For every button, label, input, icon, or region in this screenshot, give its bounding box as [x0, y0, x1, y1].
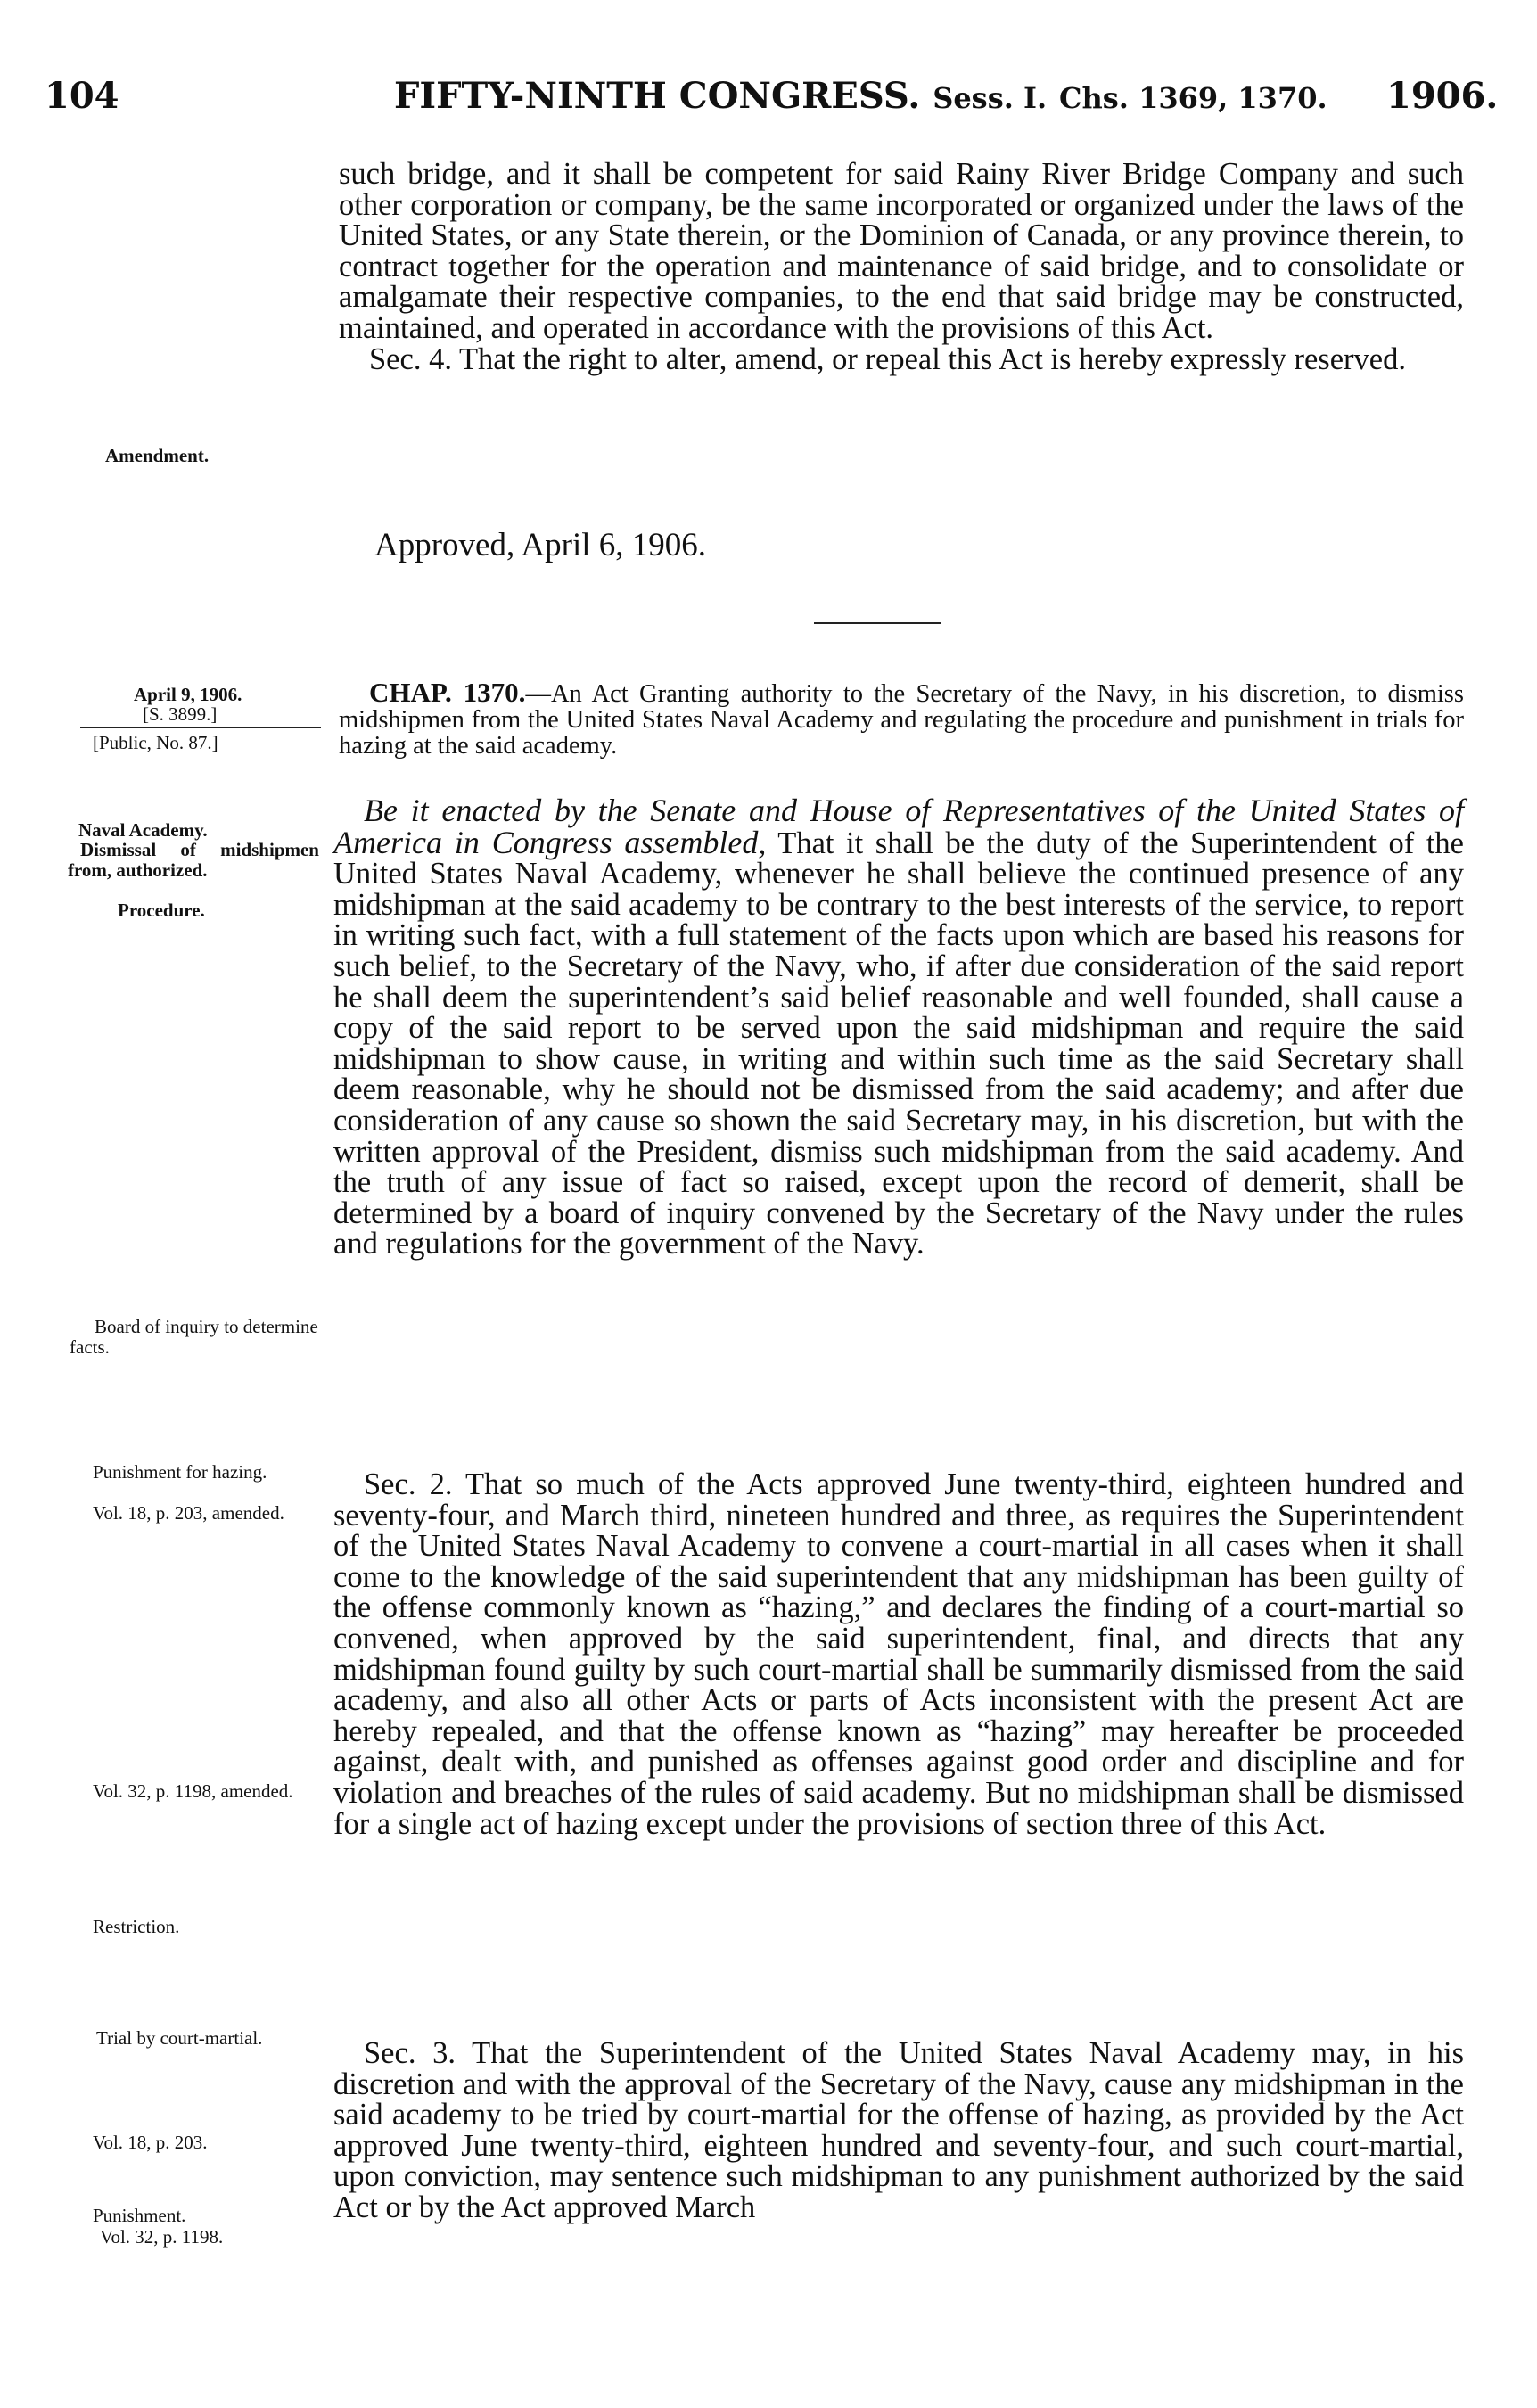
- section-3-paragraph: Sec. 3. That the Superintendent of the United States Naval Academy may, in his discretion and with the approval of the Secretary of the Navy, cause any midshipman in the said academy to be tried by court-martial for the offense of hazing, as provided by the Act approved June twenty-third, eighteen hundred and seventy-four, and such court-martial, upon conviction, may sentence such midshipman to any punishment authorized by the said Act or by the Act approved March: [333, 2036, 1464, 2224]
- margin-note-bill: [S. 3899.]: [143, 703, 218, 725]
- margin-rule: [80, 727, 321, 728]
- chapter-heading: [339, 679, 1464, 759]
- margin-note-punishment: Punishment.: [93, 2205, 186, 2226]
- margin-note-punishment-hazing: Punishment for hazing.: [93, 1461, 267, 1483]
- margin-note-vol18: Vol. 18, p. 203.: [93, 2132, 208, 2153]
- margin-note-date: April 9, 1906.: [134, 684, 242, 705]
- approved-date: Approved, April 6, 1906.: [374, 527, 707, 563]
- margin-note-naval-academy: Naval Academy.: [78, 819, 208, 841]
- section-4-paragraph: Sec. 4. That the right to alter, amend, or repeal this Act is hereby expressly reserved.: [369, 341, 1406, 376]
- running-head-title: FIFTY-NINTH CONGRESS.: [394, 75, 921, 117]
- section-1-paragraph: [333, 795, 1464, 1260]
- act-separator-rule: [814, 622, 941, 624]
- margin-note-procedure: Procedure.: [118, 900, 205, 921]
- margin-note-vol18-amended: Vol. 18, p. 203, amended.: [93, 1502, 284, 1524]
- chapter-label: CHAP. 1370.: [369, 677, 526, 708]
- previous-act-continuation: [339, 159, 1464, 374]
- margin-note-restriction: Restriction.: [93, 1916, 180, 1937]
- running-head: [394, 75, 1327, 117]
- header-year: 1906.: [1386, 75, 1499, 117]
- margin-note-dismissal: Dismissal of midshipmen from, authorized.: [68, 839, 319, 881]
- section-1-text: That it shall be the duty of the Superintendent of the United States Naval Academy, whenever he shall believe the continued presence of any midshipman at the said academy to be contrary to the best interests of the service, to report in writing such fact, with a full statement of the facts upon which are based his reasons for such belief, to the Secretary of the Navy, who, if after due consideration of the said report he shall deem the superintendent’s said belief reasonable and well founded, shall cause a copy of the said report to be served upon the said midshipman and require the said midshipman to show cause, in writing and within such time as the said Secretary shall deem reasonable, why he should not be dismissed from the said academy; and after due consideration of any cause so shown the said Secretary may, in his discretion, but with the written approval of the President, dismiss such midshipman from the said academy. And the truth of any issue of fact so raised, except upon the record of demerit, shall be determined by a board of inquiry convened by the Secretary of the Navy under the rules and regulations for the government of the Navy.: [333, 826, 1464, 1262]
- session-label: Sess. I.: [933, 81, 1048, 115]
- page-header: [45, 75, 1499, 128]
- section-2-paragraph: Sec. 2. That so much of the Acts approved June twenty-third, eighteen hundred and seventy-four, and March third, nineteen hundred and three, as requires the Superintendent of the United States Naval Academy to convene a court-martial in all cases when it shall come to the knowledge of the said superintendent that any midshipman has been guilty of the offense commonly known as “hazing,” and declares the finding of a court-martial so convened, when approved by the said superintendent, final, and directs that any midshipman found guilty by such court-martial shall be summarily dismissed from the said academy, and also all other Acts or parts of Acts inconsistent with the present Act are hereby repealed, and that the offense known as “hazing” may hereafter be proceeded against, dealt with, and punished as offenses against good order and discipline and for violation and breaches of the rules of said academy. But no midshipman shall be dismissed for a single act of hazing except under the provisions of section three of this Act.: [333, 1467, 1464, 1841]
- section-1-block: [333, 795, 1464, 1260]
- margin-note-public: [Public, No. 87.]: [93, 732, 218, 753]
- margin-note-board: Board of inquiry to determine facts.: [70, 1316, 318, 1358]
- margin-note-vol32-amended: Vol. 32, p. 1198, amended.: [93, 1780, 293, 1802]
- margin-note-trial: Trial by court-martial.: [96, 2027, 263, 2049]
- enacting-clause: Be it enacted by the Senate and House of Representatives of the United States of America in Congress assembled,: [333, 793, 1464, 860]
- section-3-block: [333, 2038, 1464, 2223]
- chapter-title: —An Act Granting authority to the Secretary of the Navy, in his discretion, to dismiss midshipmen from the United States Naval Academy and regulating the procedure and punishment in trials for hazing at the said academy.: [339, 680, 1464, 760]
- page-number: 104: [45, 75, 119, 117]
- continuation-paragraph: such bridge, and it shall be competent for said Rainy River Bridge Company and such other corporation or company, be the same incorporated or organized under the laws of the United States, or any State therein, or the Dominion of Canada, or any province therein, to contract together for the operation and maintenance of said bridge, and to consolidate or amalgamate their respective companies, to the end that said bridge may be constructed, maintained, and operated in accordance with the provisions of this Act.: [339, 157, 1464, 345]
- chapters-label: Chs. 1369, 1370.: [1059, 81, 1327, 115]
- margin-note-amendment: Amendment.: [105, 445, 210, 466]
- section-2-block: [333, 1469, 1464, 1839]
- margin-note-vol32: Vol. 32, p. 1198.: [100, 2226, 224, 2248]
